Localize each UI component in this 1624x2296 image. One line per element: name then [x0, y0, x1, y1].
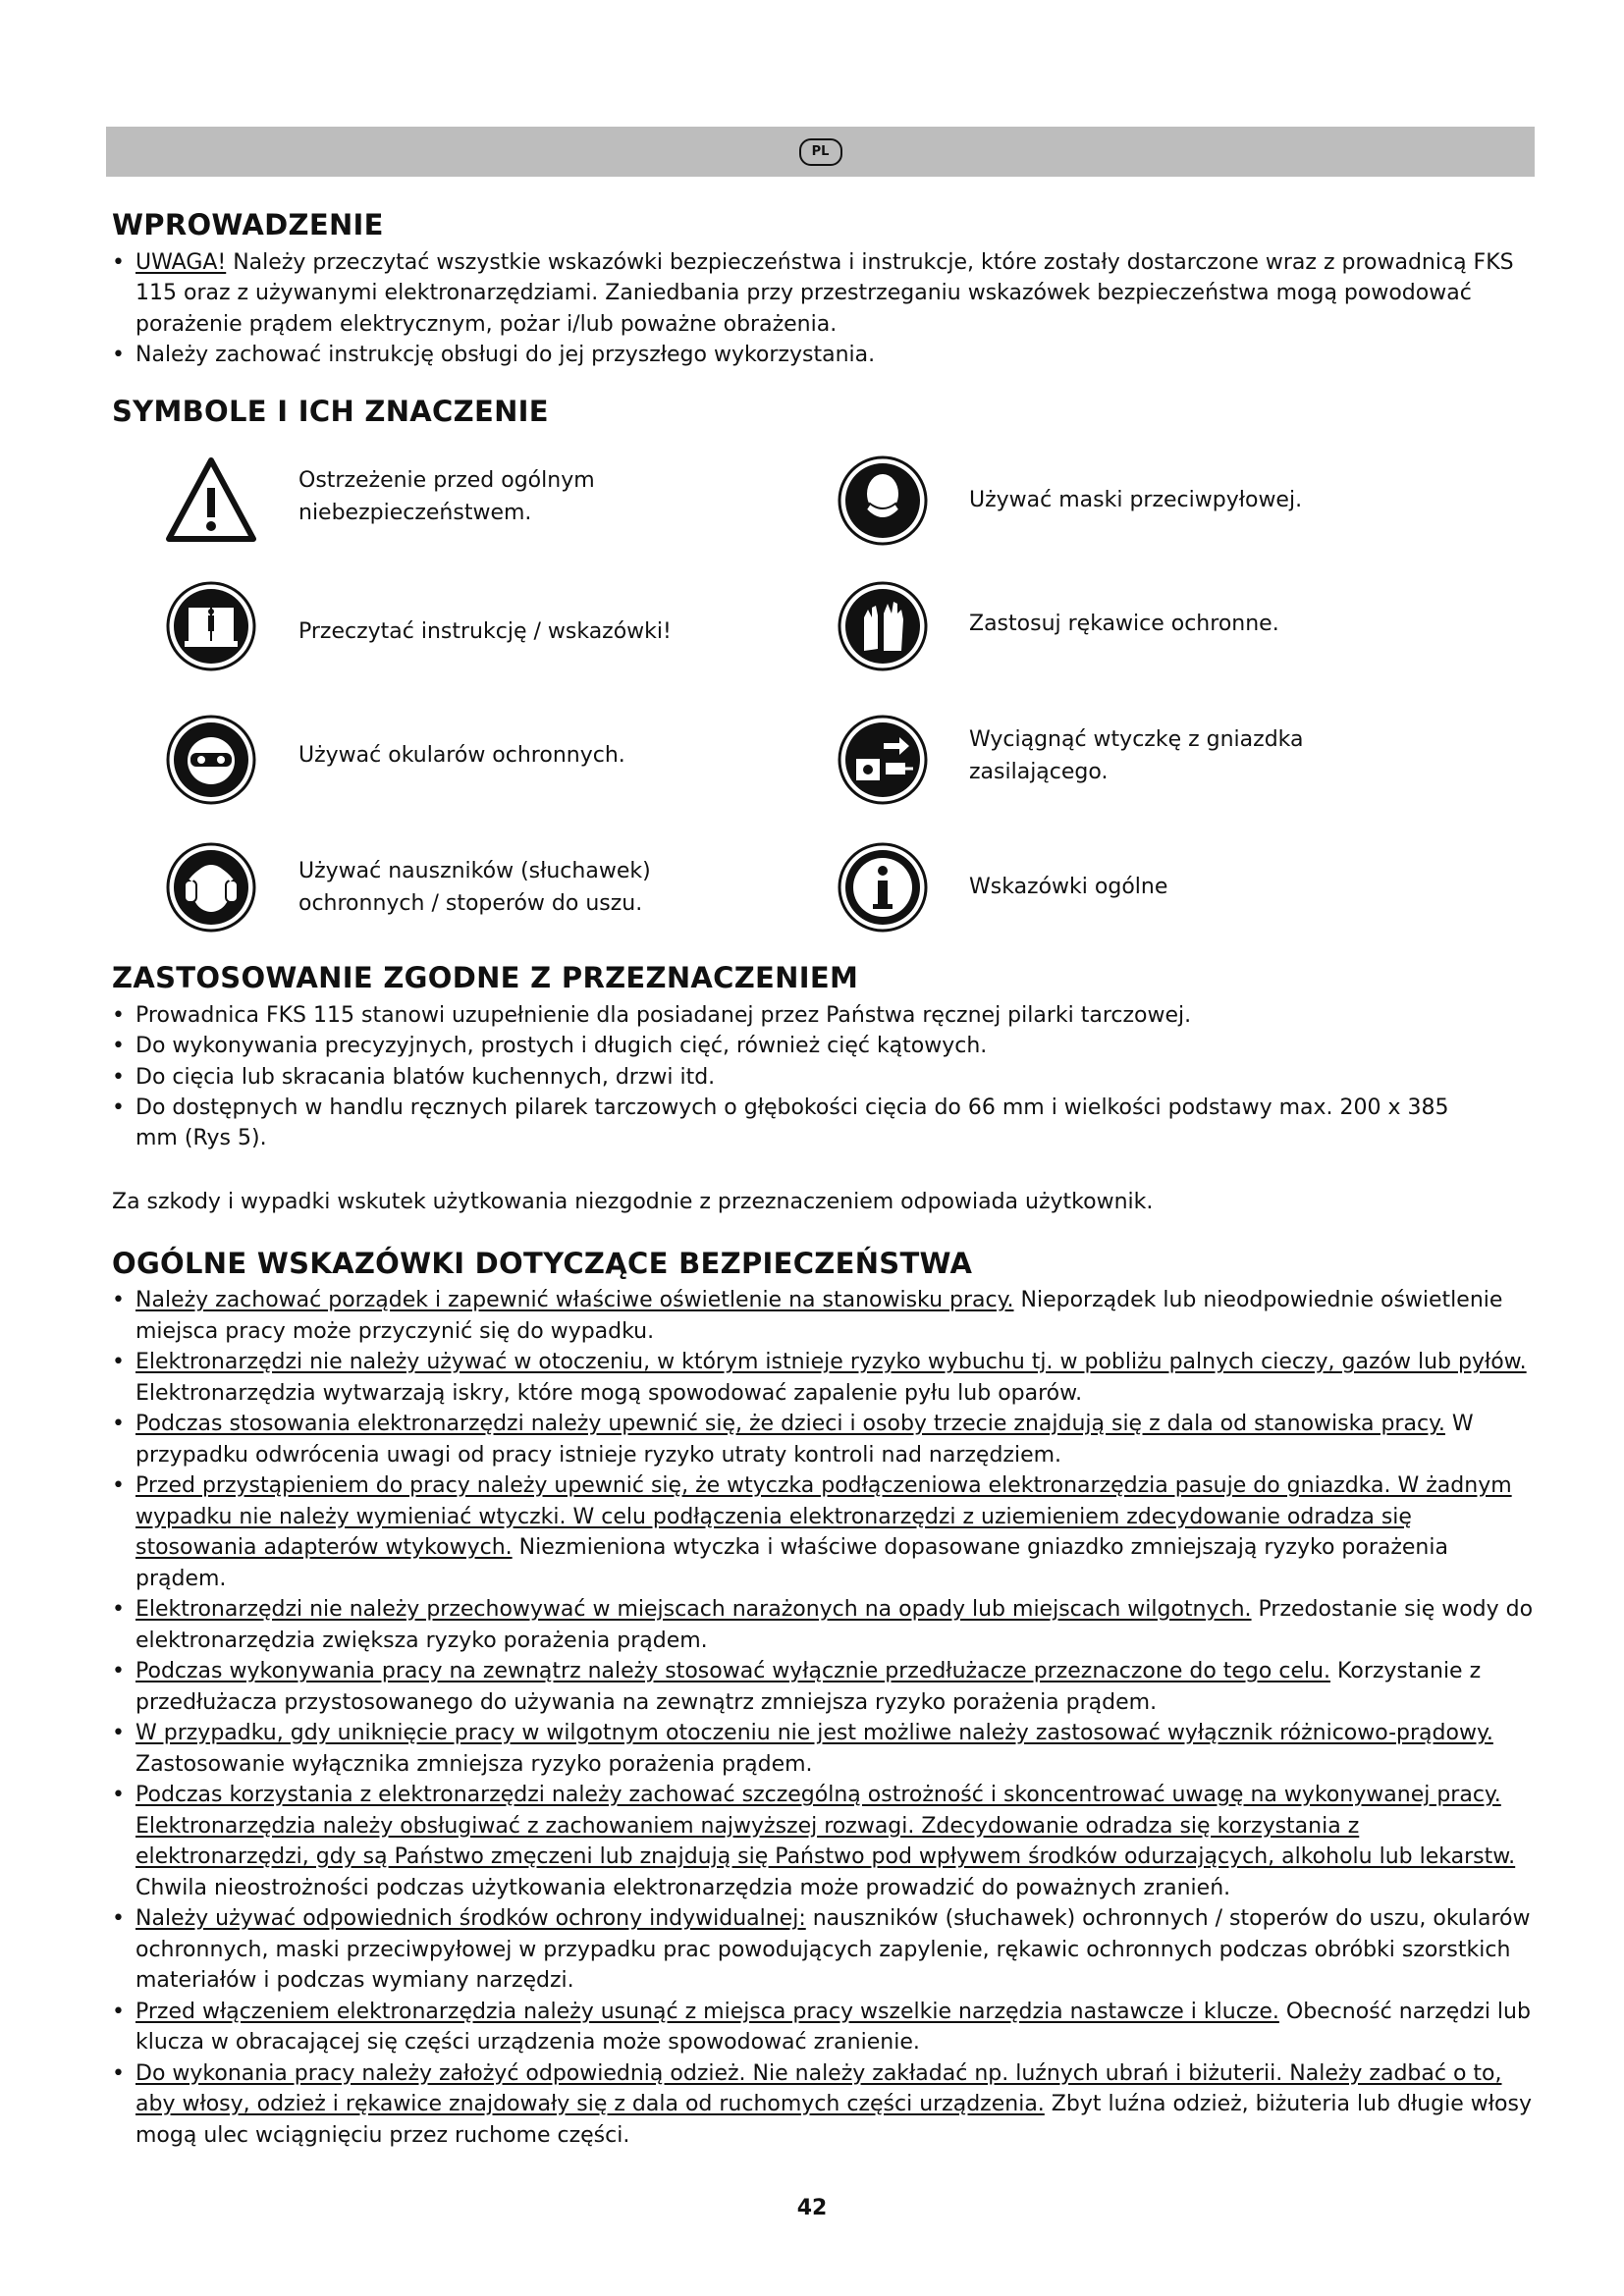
safety-bullet-lead: Należy używać odpowiednich środków ochrony indywidualnej: — [135, 1906, 806, 1931]
intro-bullet — [112, 340, 1536, 370]
safety-bullet-text: Korzystanie z przedłużacza przystosowanego do używania na zewnątrz zmniejsza ryzyko porażenia prądem. — [135, 1659, 1482, 1715]
dust-mask-icon — [837, 454, 929, 547]
symbol-text: Używać maski przeciwpyłowej. — [969, 488, 1303, 512]
safety-bullet-text: Elektronarzędzia wytwarzają iskry, które mogą spowodować zapalenie pyłu lub oparów. — [135, 1380, 1083, 1406]
safety-bullet — [112, 1656, 1536, 1718]
safety-bullet-lead: Do wykonania pracy należy założyć odpowiednią odzież. Nie należy zakładać np. luźnych ubrań i biżuterii. Należy zadbać o to, aby włosy, odzież i rękawice znajdowały się z dala od ruchomych części urządzenia. — [135, 2060, 1502, 2116]
language-badge: PL — [799, 138, 842, 166]
safety-list — [112, 1285, 1536, 2151]
intended-use-heading: ZASTOSOWANIE ZGODNE Z PRZEZNACZENIEM — [112, 961, 859, 994]
safety-bullet — [112, 1997, 1536, 2058]
safety-bullet-lead: W przypadku, gdy uniknięcie pracy w wilgotnym otoczeniu nie jest możliwe należy zastosować wyłącznik różnicowo-prądowy. — [135, 1721, 1493, 1745]
intro-heading: WPROWADZENIE — [112, 208, 384, 241]
safety-bullet-lead: Podczas stosowania elektronarzędzi należy upewnić się, że dzieci i osoby trzecie znajdują się z dala od stanowiska pracy. — [135, 1412, 1445, 1436]
safety-bullet-lead: Elektronarzędzi nie należy przechowywać w miejscach narażonych na opady lub miejscach wilgotnych. — [135, 1597, 1252, 1622]
safety-bullet — [112, 1718, 1536, 1780]
safety-bullet-lead: Podczas korzystania z elektronarzędzi należy zachować szczególną ostrożność i skoncentrować uwagę na wykonywanej pracy. Elektronarzędzia należy obsługiwać z zachowaniem najwyższej rozwagi. Zdecydowanie odradza się korzystania z elektronarzędzi, gdy są Państwo zmęczeni lub znajdują się Państwo pod wpływem środków odurzających, alkoholu lub lekarstw. — [135, 1783, 1516, 1869]
unplug-icon — [837, 714, 929, 806]
info-icon — [837, 841, 929, 934]
safety-bullet-text: Niezmieniona wtyczka i właściwe dopasowane gniazdko zmniejszają ryzyko porażenia prądem. — [135, 1535, 1448, 1591]
safety-bullet — [112, 1409, 1536, 1470]
safety-heading: OGÓLNE WSKAZÓWKI DOTYCZĄCE BEZPIECZEŃSTWA — [112, 1247, 973, 1280]
symbols-heading: SYMBOLE I ICH ZNACZENIE — [112, 395, 549, 428]
symbol-text: Używać okularów ochronnych. — [298, 743, 625, 768]
warning-triangle-icon — [165, 454, 257, 547]
intended-use-bullet: • Do wykonywania precyzyjnych, prostych i długich cięć, również cięć kątowych. — [112, 1031, 1536, 1061]
safety-bullet — [112, 1903, 1536, 1997]
safety-bullet-text: Zbyt luźna odzież, biżuteria lub długie włosy mogą ulec wciągnięciu przez ruchome części. — [135, 2092, 1532, 2148]
intended-use-note: Za szkody i wypadki wskutek użytkowania niezgodnie z przeznaczeniem odpowiada użytkownik. — [112, 1190, 1154, 1214]
safety-bullet-text: Chwila nieostrożności podczas użytkowania elektronarzędzia może prowadzić do poważnych zranień. — [135, 1875, 1231, 1900]
page-number: 42 — [796, 2196, 828, 2220]
warning-label: UWAGA! — [135, 250, 227, 275]
safety-bullet-text: Nieporządek lub nieodpowiednie oświetlenie miejsca pracy może przyczynić się do wypadku. — [135, 1288, 1503, 1344]
symbol-text: Używać nauszników (słuchawek) ochronnych / stoperów do uszu. — [298, 859, 651, 916]
safety-bullet-text: Obecność narzędzi lub klucza w obracającej się części urządzenia może spowodować zranienie. — [135, 1999, 1531, 2055]
intended-use-bullet: • Prowadnica FKS 115 stanowi uzupełnienie dla posiadanej przez Państwa ręcznej pilarki tarczowej. — [112, 1000, 1536, 1031]
symbol-text: Wskazówki ogólne — [969, 875, 1168, 899]
safety-bullet — [112, 1470, 1536, 1594]
safety-bullet — [112, 1594, 1536, 1656]
safety-bullet-lead: Przed włączeniem elektronarzędzia należy usunąć z miejsca pracy wszelkie narzędzia nastawcze i klucze. — [135, 1999, 1279, 2024]
intended-use-bullet: • Do dostępnych w handlu ręcznych pilarek tarczowych o głębokości cięcia do 66 mm i wielkości podstawy max. 200 x 385 mm (Rys 5). — [112, 1093, 1451, 1154]
intro-bullet-text: Należy zachować instrukcję obsługi do jej przyszłego wykorzystania. — [135, 342, 876, 367]
safety-bullet-text: nauszników (słuchawek) ochronnych / stoperów do uszu, okularów ochronnych, maski przeciwpyłowej w przypadku prac powodujących zapylenie, rękawic ochronnych podczas obróbki szorstkich materiałów i podczas wymiany narzędzi. — [135, 1906, 1531, 1993]
safety-bullet-lead: Należy zachować porządek i zapewnić właściwe oświetlenie na stanowisku pracy. — [135, 1288, 1014, 1312]
symbol-text: Wyciągnąć wtyczkę z gniazdka zasilającego. — [969, 727, 1304, 784]
intro-bullet-text: Należy przeczytać wszystkie wskazówki bezpieczeństwa i instrukcje, które zostały dostarczone wraz z prowadnicą FKS 115 oraz z używanymi elektronarzędziami. Zaniedbania przy przestrzeganiu wskazówek bezpieczeństwa mogą powodować porażenie prądem elektrycznym, pożar i/lub poważne obrażenia. — [135, 250, 1514, 337]
safety-bullet — [112, 1347, 1536, 1409]
language-bar — [106, 127, 1535, 177]
safety-bullet-text: Zastosowanie wyłącznika zmniejsza ryzyko porażenia prądem. — [135, 1751, 813, 1777]
symbol-text: Przeczytać instrukcję / wskazówki! — [298, 619, 672, 644]
safety-bullet — [112, 1780, 1536, 1903]
safety-bullet-lead: Podczas wykonywania pracy na zewnątrz należy stosować wyłącznie przedłużacze przeznaczone do tego celu. — [135, 1659, 1331, 1683]
safety-goggles-icon — [165, 714, 257, 806]
safety-bullet — [112, 1285, 1536, 1347]
ear-protection-icon — [165, 841, 257, 934]
symbol-text: Zastosuj rękawice ochronne. — [969, 612, 1279, 636]
symbol-text: Ostrzeżenie przed ogólnym niebezpieczeństwem. — [298, 468, 595, 525]
safety-bullet — [112, 2058, 1536, 2152]
safety-bullet-text: W przypadku odwrócenia uwagi od pracy istnieje ryzyko utraty kontroli nad narzędziem. — [135, 1412, 1474, 1468]
read-manual-icon — [165, 580, 257, 672]
protective-gloves-icon — [837, 580, 929, 672]
intended-use-list — [112, 1000, 1536, 1153]
intro-list — [112, 247, 1536, 370]
intended-use-bullet: • Do cięcia lub skracania blatów kuchennych, drzwi itd. — [112, 1062, 1536, 1093]
safety-bullet-lead: Przed przystąpieniem do pracy należy upewnić się, że wtyczka podłączeniowa elektronarzędzia pasuje do gniazdka. W żadnym wypadku nie należy wymieniać wtyczki. W celu podłączenia elektronarzędzi z uziemieniem zdecydowanie odradza się stosowania adapterów wtykowych. — [135, 1473, 1512, 1560]
safety-bullet-lead: Elektronarzędzi nie należy używać w otoczeniu, w którym istnieje ryzyko wybuchu tj. w pobliżu palnych cieczy, gazów lub pyłów. — [135, 1350, 1527, 1374]
intro-bullet — [112, 247, 1536, 340]
safety-bullet-text: Przedostanie się wody do elektronarzędzia zwiększa ryzyko porażenia prądem. — [135, 1597, 1534, 1653]
